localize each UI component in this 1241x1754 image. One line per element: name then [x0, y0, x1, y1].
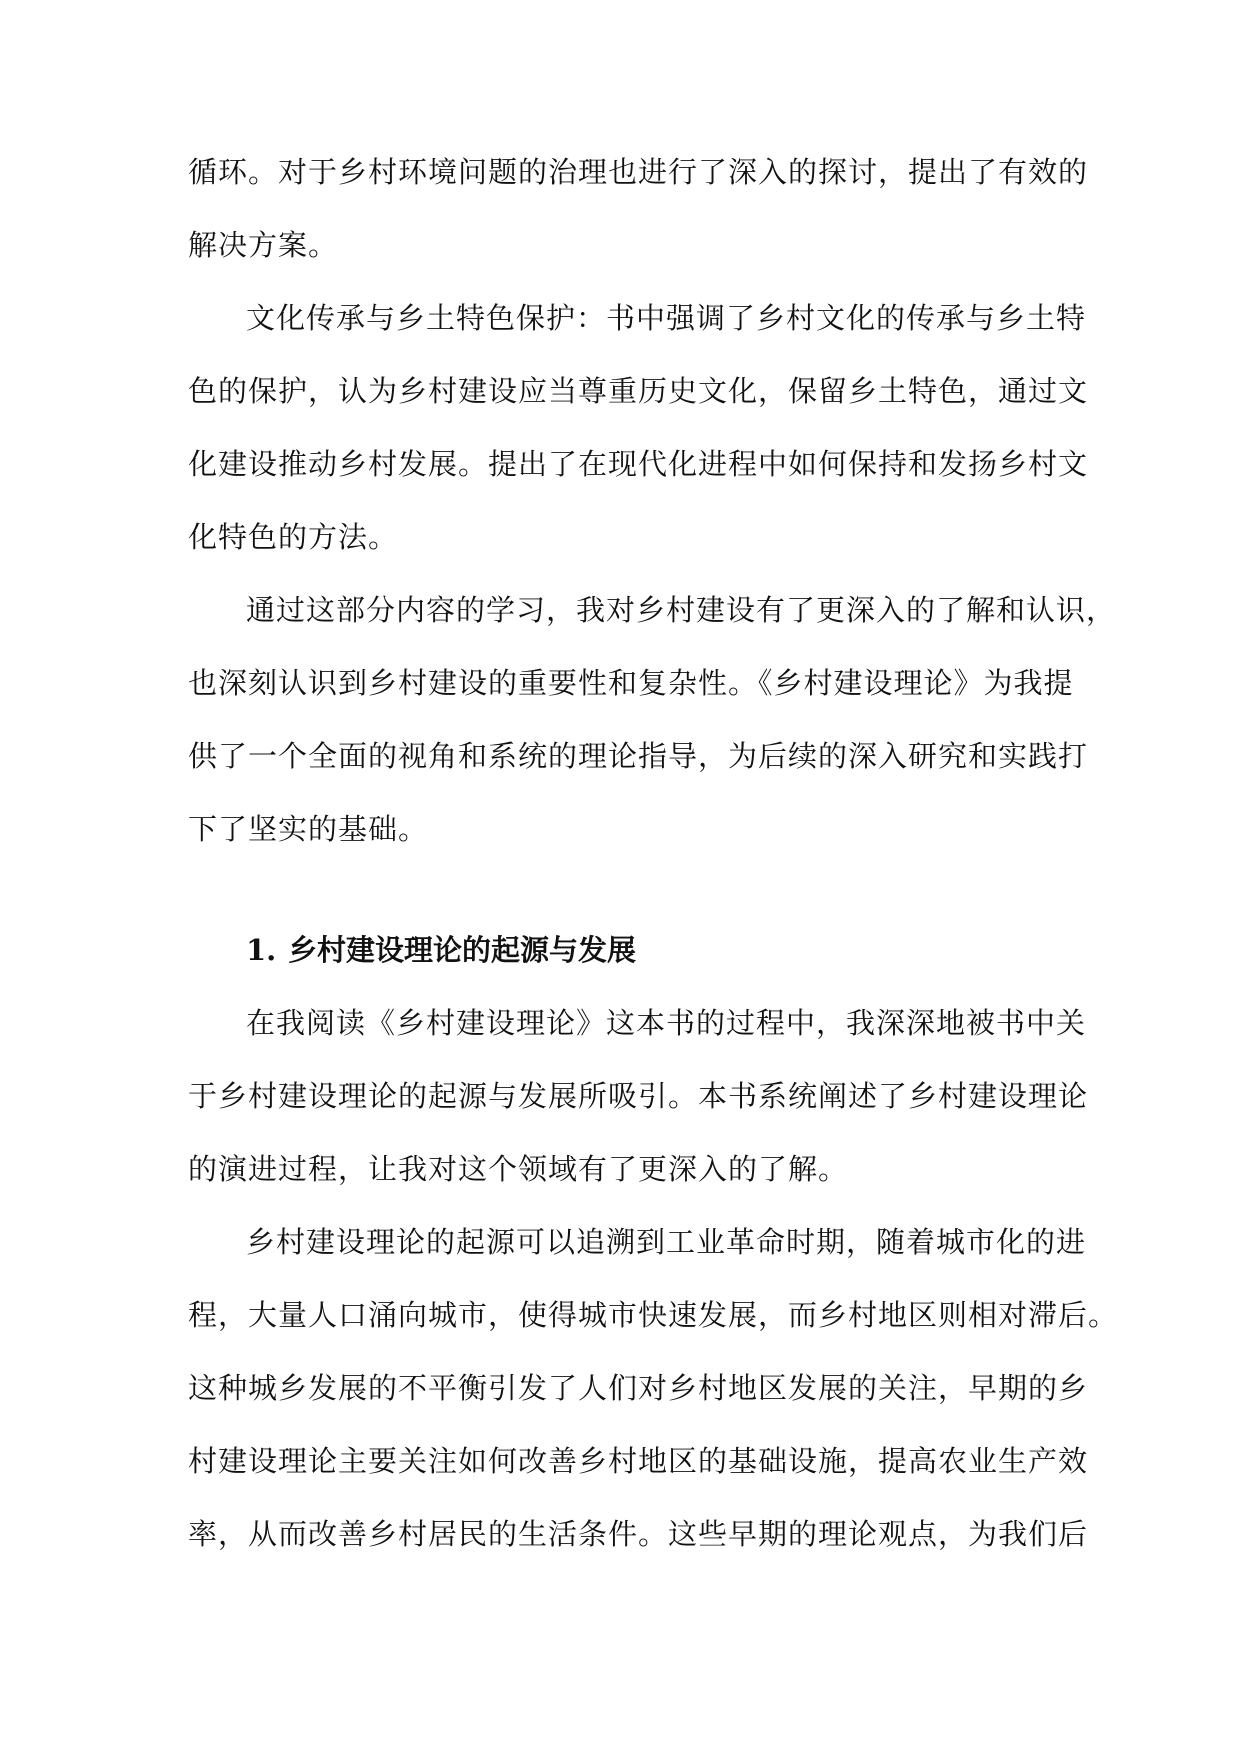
text-line: 化特色的方法。	[188, 520, 399, 554]
text-line: 下了坚实的基础。	[188, 812, 429, 846]
paragraph	[188, 136, 1089, 282]
paragraph	[188, 282, 1089, 574]
document-body	[188, 136, 1119, 1571]
text-line: 文化传承与乡土特色保护：书中强调了乡村文化的传承与乡土特	[246, 301, 1087, 335]
paragraph	[188, 1206, 1119, 1571]
text-line: 循环。对于乡村环境问题的治理也进行了深入的探讨，提出了有效的	[188, 155, 1089, 189]
text-line: 程，大量人口涌向城市，使得城市快速发展，而乡村地区则相对滞后。	[188, 1298, 1119, 1332]
text-line: 率，从而改善乡村居民的生活条件。这些早期的理论观点，为我们后	[188, 1517, 1089, 1551]
text-line: 色的保护，认为乡村建设应当尊重历史文化，保留乡土特色，通过文	[188, 374, 1089, 408]
text-line: 供了一个全面的视角和系统的理论指导，为后续的深入研究和实践打	[188, 739, 1089, 773]
section-number: 1.	[246, 933, 277, 967]
paragraph	[188, 987, 1089, 1206]
paragraph	[188, 574, 1117, 866]
section-title: 乡村建设理论的起源与发展	[288, 933, 637, 967]
text-line: 解决方案。	[188, 228, 339, 262]
text-line: 村建设理论主要关注如何改善乡村地区的基础设施，提高农业生产效	[188, 1444, 1089, 1478]
text-line: 这种城乡发展的不平衡引发了人们对乡村地区发展的关注，早期的乡	[188, 1371, 1089, 1405]
text-line: 通过这部分内容的学习，我对乡村建设有了更深入的了解和认识，	[246, 593, 1117, 627]
text-line: 在我阅读《乡村建设理论》这本书的过程中，我深深地被书中关	[246, 1006, 1087, 1040]
text-line: 的演进过程，让我对这个领域有了更深入的了解。	[188, 1152, 849, 1186]
text-line: 也深刻认识到乡村建设的重要性和复杂性。《乡村建设理论》为我提	[188, 666, 1074, 700]
section-heading	[188, 914, 1050, 987]
text-line: 于乡村建设理论的起源与发展所吸引。本书系统阐述了乡村建设理论	[188, 1079, 1089, 1113]
text-line: 乡村建设理论的起源可以追溯到工业革命时期，随着城市化的进	[246, 1225, 1087, 1259]
text-line: 化建设推动乡村发展。提出了在现代化进程中如何保持和发扬乡村文	[188, 447, 1089, 481]
